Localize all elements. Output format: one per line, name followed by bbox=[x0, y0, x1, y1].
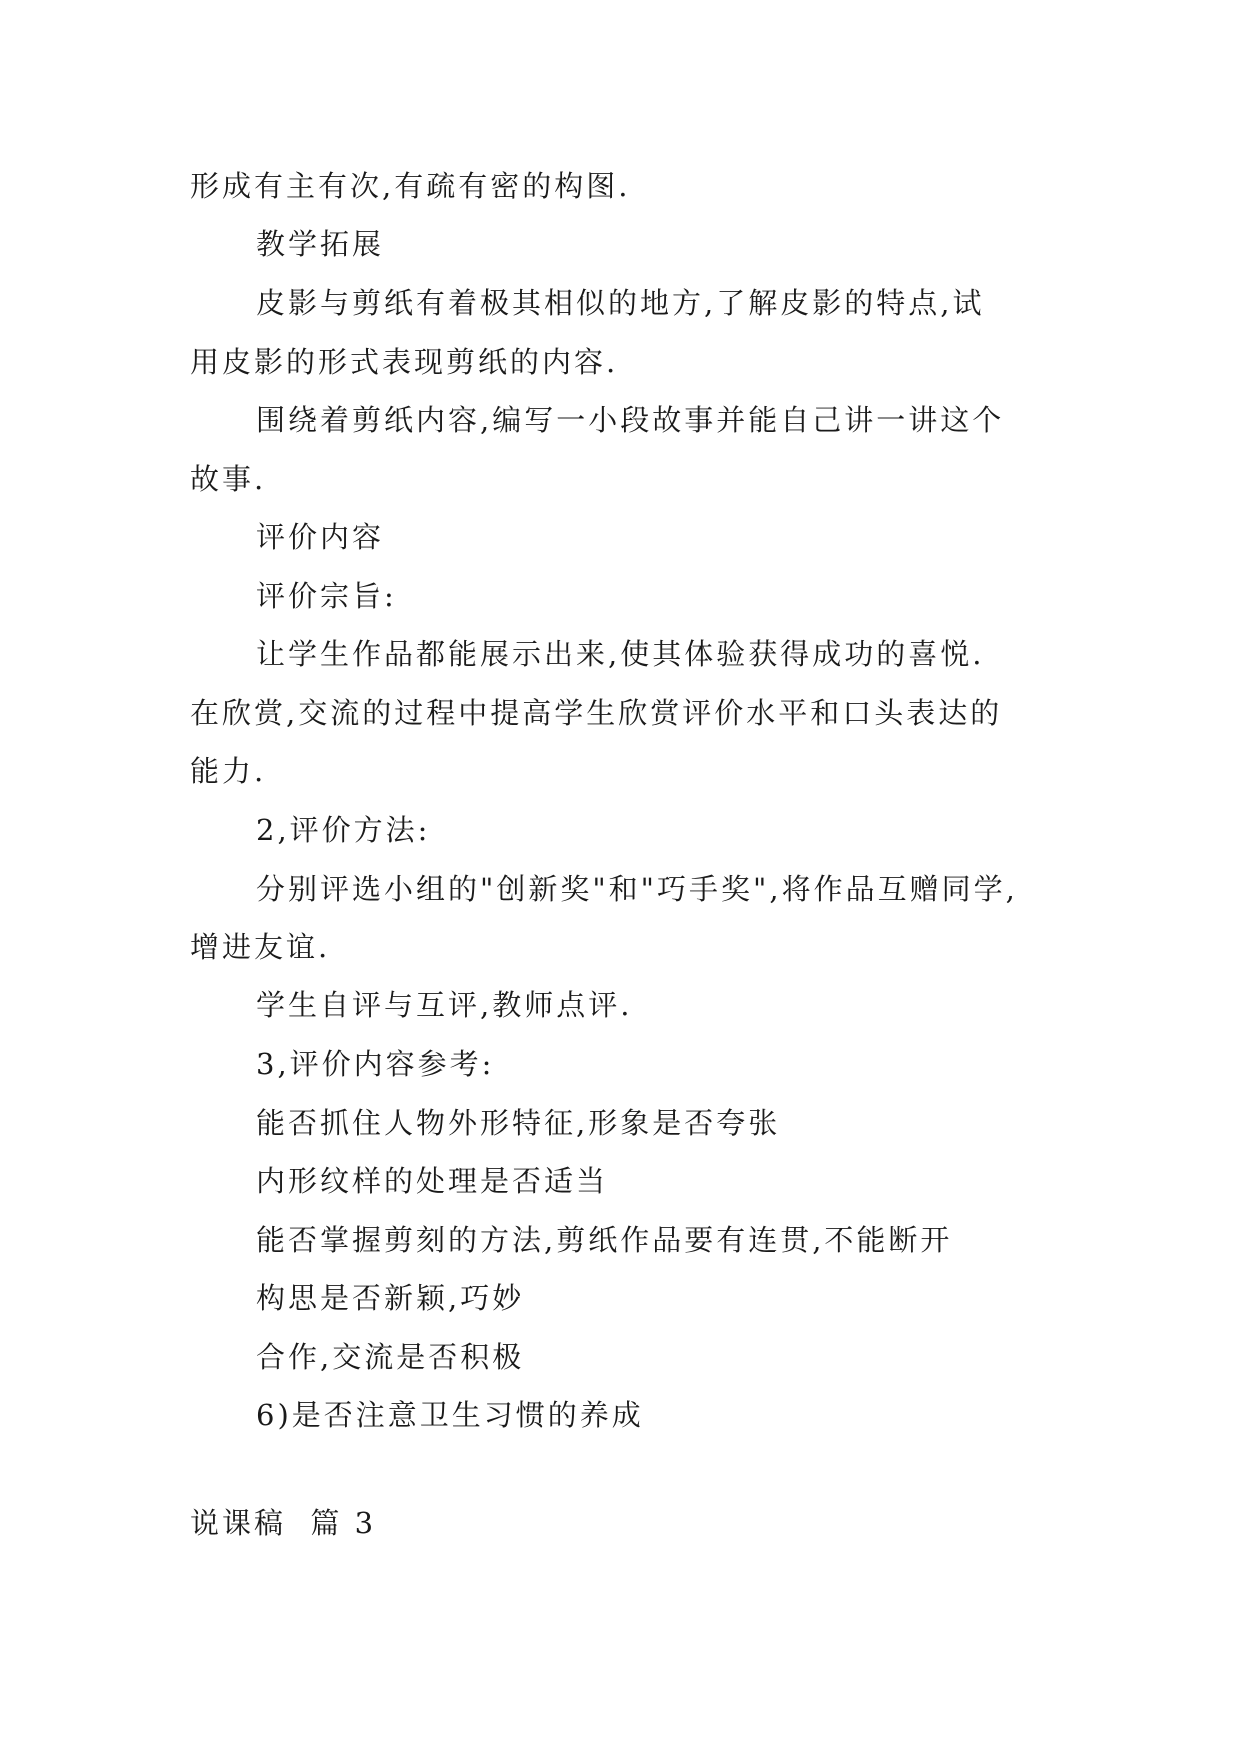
list-item: 合作,交流是否积极 bbox=[256, 1340, 525, 1374]
paragraph-line: 2,评价方法: bbox=[256, 813, 431, 847]
paragraph-line: 评价宗旨: bbox=[256, 579, 397, 613]
list-item: 构思是否新颖,巧妙 bbox=[256, 1281, 525, 1315]
paragraph-line: 用皮影的形式表现剪纸的内容. bbox=[190, 345, 619, 379]
subheading-evaluation-content: 评价内容 bbox=[256, 520, 385, 554]
section-heading: 说课稿 篇 3 bbox=[190, 1506, 377, 1540]
paragraph-line: 增进友谊. bbox=[190, 930, 331, 964]
list-item: 6)是否注意卫生习惯的养成 bbox=[256, 1398, 644, 1432]
paragraph-line: 故事. bbox=[190, 462, 267, 496]
list-item: 能否抓住人物外形特征,形象是否夸张 bbox=[256, 1106, 781, 1140]
paragraph-line: 分别评选小组的"创新奖"和"巧手奖",将作品互赠同学, bbox=[256, 872, 1018, 906]
paragraph-line: 让学生作品都能展示出来,使其体验获得成功的喜悦. bbox=[256, 637, 985, 671]
paragraph-line: 在欣赏,交流的过程中提高学生欣赏评价水平和口头表达的 bbox=[190, 696, 1003, 730]
list-item: 能否掌握剪刻的方法,剪纸作品要有连贯,不能断开 bbox=[256, 1223, 953, 1257]
list-item: 内形纹样的处理是否适当 bbox=[256, 1164, 609, 1198]
subheading-teaching-extension: 教学拓展 bbox=[256, 227, 385, 261]
paragraph-line: 形成有主有次,有疏有密的构图. bbox=[190, 169, 631, 203]
paragraph-line: 皮影与剪纸有着极其相似的地方,了解皮影的特点,试 bbox=[256, 286, 985, 320]
paragraph-line: 3,评价内容参考: bbox=[256, 1047, 495, 1081]
paragraph-line: 能力. bbox=[190, 754, 267, 788]
paragraph-line: 学生自评与互评,教师点评. bbox=[256, 988, 633, 1022]
paragraph-line: 围绕着剪纸内容,编写一小段故事并能自己讲一讲这个 bbox=[256, 403, 1005, 437]
